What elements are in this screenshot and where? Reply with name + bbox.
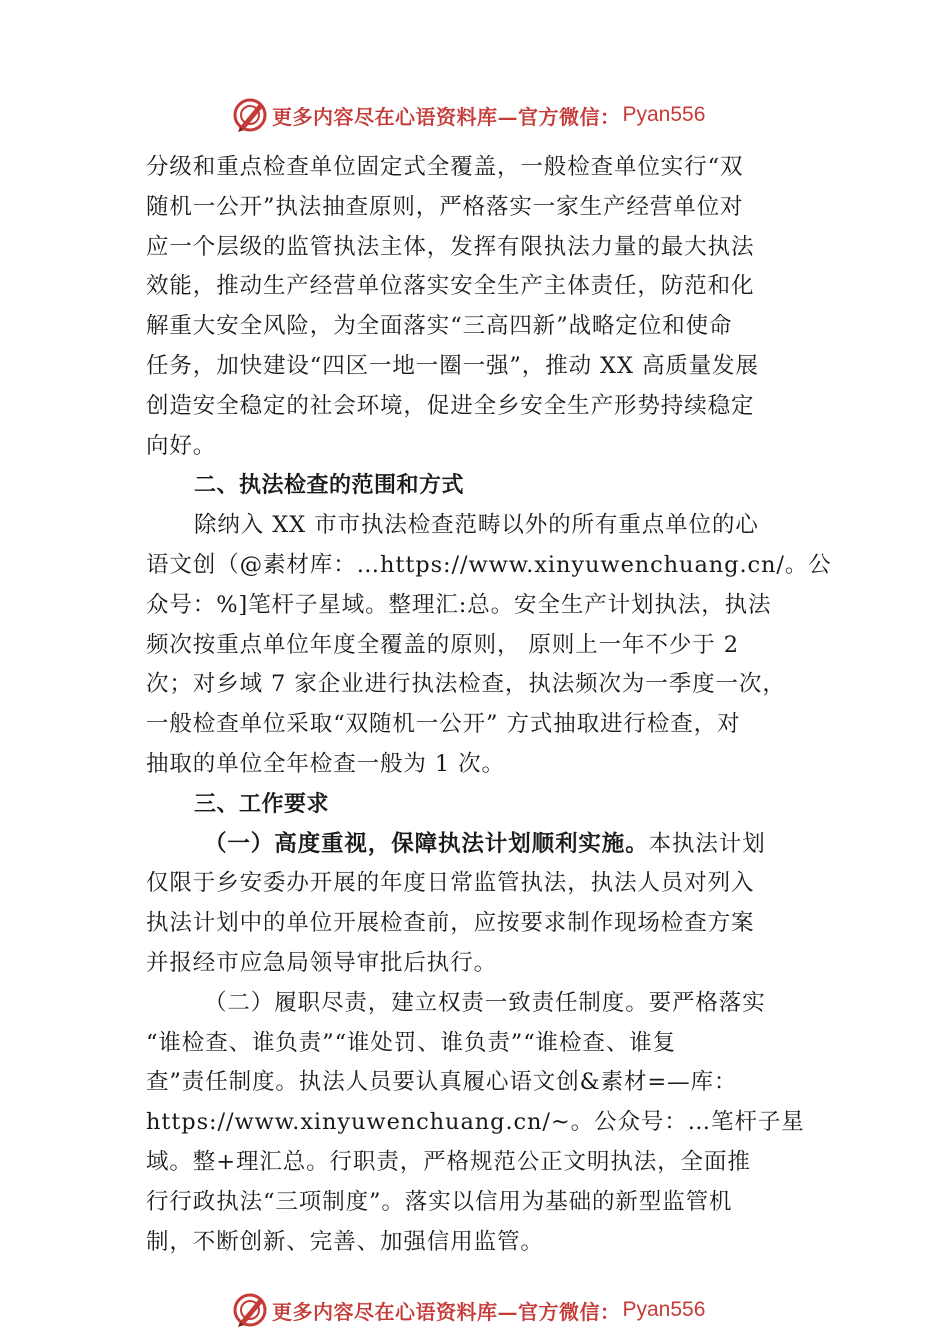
text-line: 执法计划中的单位开展检查前，应按要求制作现场检查方案 xyxy=(146,910,755,937)
subsection-title-2: （二）履职尽责，建立权责一致责任制度。要严格落实 xyxy=(204,989,766,1016)
text-line: https://www.xinyuwenchuang.cn/~。公众号：…笔杆子星 xyxy=(146,1109,805,1136)
text-line: 仅限于乡安委办开展的年度日常监管执法，执法人员对列入 xyxy=(146,870,755,897)
watermark-text: 更多内容尽在心语资料库—官方微信： xyxy=(272,1299,621,1324)
text-line: 应一个层级的监管执法主体，发挥有限执法力量的最大执法 xyxy=(146,233,755,260)
pen-stamp-logo-icon xyxy=(232,97,268,133)
section-heading-3: 三、工作要求 xyxy=(194,791,330,817)
text-line: 效能，推动生产经营单位落实安全生产主体责任，防范和化 xyxy=(146,273,755,300)
text-line: 制，不断创新、完善、加强信用监管。 xyxy=(146,1228,544,1255)
header-watermark xyxy=(232,95,705,135)
text-line: 查”责任制度。执法人员要认真履心语文创&素材=—库： xyxy=(146,1069,738,1096)
text-fragment: 本执法计划 xyxy=(648,830,766,857)
footer-watermark xyxy=(232,1290,705,1330)
text-line: 解重大安全风险，为全面落实“三高四新”战略定位和使命 xyxy=(146,313,733,340)
watermark-text: 更多内容尽在心语资料库—官方微信： xyxy=(272,104,621,129)
text-line: 任务，加快建设“四区一地一圈一强”，推动 XX 高质量发展 xyxy=(146,352,759,379)
text-line: 并报经市应急局领导审批后执行。 xyxy=(146,949,498,976)
document-body xyxy=(146,148,836,1262)
text-line: 频次按重点单位年度全覆盖的原则， 原则上一年不少于 2 xyxy=(146,631,739,658)
text-line: 分级和重点检查单位固定式全覆盖，一般检查单位实行“双 xyxy=(146,154,744,180)
text-line: 行行政执法“三项制度”。落实以信用为基础的新型监管机 xyxy=(146,1188,733,1215)
text-line: 次；对乡域 7 家企业进行执法检查，执法频次为一季度一次， xyxy=(146,671,786,698)
watermark-wechat-id: Pyan556 xyxy=(622,103,706,126)
subsection-title-1: （一）高度重视，保障执法计划顺利实施。 xyxy=(204,830,649,857)
text-line: 除纳入 XX 市市执法检查范畴以外的所有重点单位的心 xyxy=(194,512,759,539)
watermark-wechat-id: Pyan556 xyxy=(622,1298,706,1321)
text-line: 抽取的单位全年检查一般为 1 次。 xyxy=(146,750,505,777)
text-line: 创造安全稳定的社会环境，促进全乡安全生产形势持续稳定 xyxy=(146,392,755,419)
text-line xyxy=(146,825,836,865)
text-line: 语文创（@素材库：…https://www.xinyuwenchuang.cn/。公 xyxy=(146,551,832,578)
text-line: 向好。 xyxy=(146,432,217,459)
text-line: 域。整+理汇总。行职责，严格规范公正文明执法，全面推 xyxy=(146,1148,751,1175)
text-line: 众号：%]笔杆子星域。整理汇:总。安全生产计划执法，执法 xyxy=(146,591,772,618)
section-heading-2: 二、执法检查的范围和方式 xyxy=(194,473,465,499)
text-line: “谁检查、谁负责”“谁处罚、谁负责”“谁检查、谁复 xyxy=(146,1029,677,1056)
text-line: 一般检查单位采取“双随机一公开” 方式抽取进行检查，对 xyxy=(146,711,741,738)
pen-stamp-logo-icon xyxy=(232,1292,268,1328)
text-line: 随机一公开”执法抽查原则，严格落实一家生产经营单位对 xyxy=(146,193,744,220)
